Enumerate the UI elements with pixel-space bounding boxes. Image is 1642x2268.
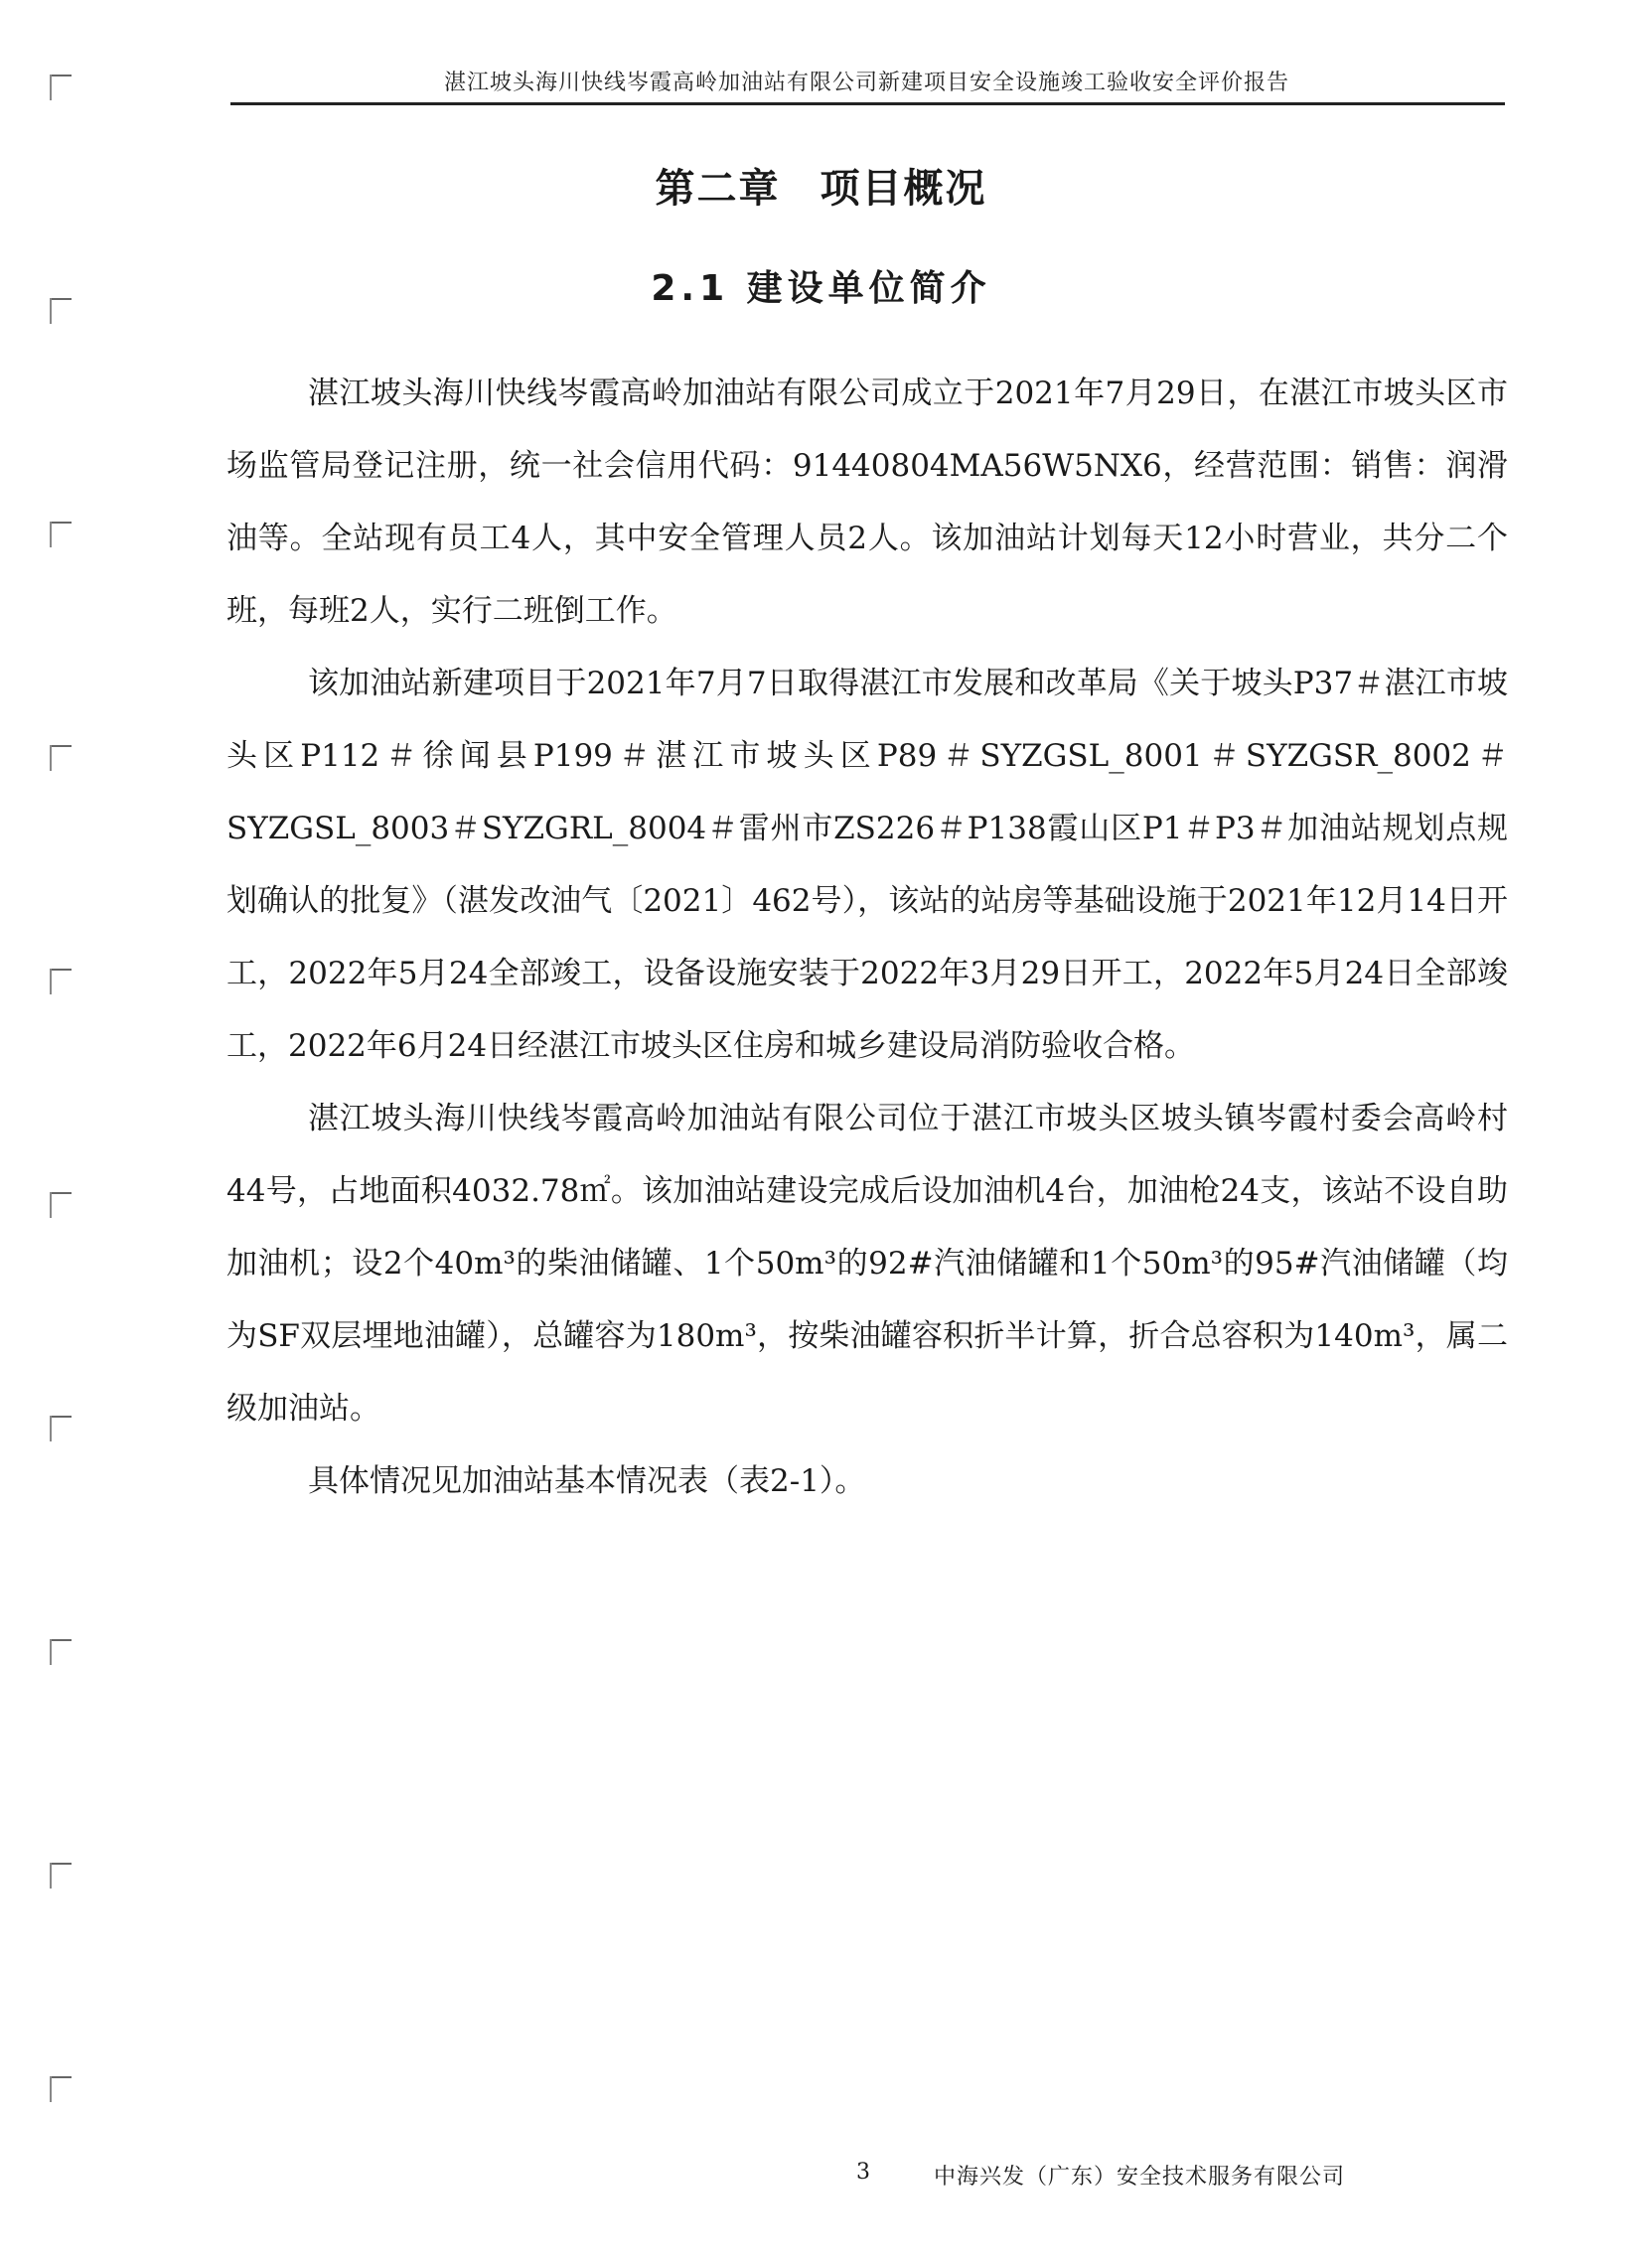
footer-company: 中海兴发（广东）安全技术服务有限公司 (934, 2165, 1346, 2190)
binding-margin-mark (50, 1863, 72, 1865)
page-number: 3 (856, 2160, 870, 2185)
section-title: 2.1 建设单位简介 (651, 268, 991, 309)
binding-margin-mark (50, 522, 72, 524)
chapter-title: 第二章 项目概况 (655, 166, 987, 212)
binding-margin-mark (50, 1192, 72, 1194)
paragraph-project-approval: 该加油站新建项目于2021年7月7日取得湛江市发展和改革局《关于坡头P37＃湛江市坡头区P112＃徐闻县P199＃湛江市坡头区P89＃SYZGSL_8001＃SYZGSR_8002＃SYZGSL_8003＃SYZGRL_8004＃雷州市ZS226＃P138霞山区P1＃P3＃加油站规划点规划确认的批复》（湛发改油气〔2021〕462号），该站的站房等基础设施于2021年12月14日开工，2022年5月24全部竣工，设备设施安装于2022年3月29日开工，2022年5月24日全部竣工，2022年6月24日经湛江市坡头区住房和城乡建设局消防验收合格。 (226, 666, 1508, 1064)
running-header: 湛江坡头海川快线岑霞高岭加油站有限公司新建项目安全设施竣工验收安全评价报告 (443, 71, 1289, 95)
paragraph-table-reference: 具体情况见加油站基本情况表（表2-1）。 (308, 1463, 866, 1499)
paragraph-station-facilities: 湛江坡头海川快线岑霞高岭加油站有限公司位于湛江市坡头区坡头镇岑霞村委会高岭村44号，占地面积4032.78㎡。该加油站建设完成后设加油机4台，加油枪24支，该站不设自助加油机；设2个40m³的柴油储罐、1个50m³的92#汽油储罐和1个50m³的95#汽油储罐（均为SF双层埋地油罐），总罐容为180m³，按柴油罐容积折半计算，折合总容积为140m³，属二级加油站。 (226, 1101, 1508, 1427)
binding-margin-mark (50, 1416, 72, 1418)
binding-margin-mark (50, 2076, 72, 2078)
binding-margin-mark (50, 745, 72, 747)
binding-margin-mark (50, 969, 72, 971)
binding-margin-mark (50, 1639, 72, 1641)
binding-margin-mark (50, 75, 72, 76)
paragraph-company-intro: 湛江坡头海川快线岑霞高岭加油站有限公司成立于2021年7月29日，在湛江市坡头区市场监管局登记注册，统一社会信用代码：91440804MA56W5NX6，经营范围：销售：润滑油等。全站现有员工4人，其中安全管理人员2人。该加油站计划每天12小时营业，共分二个班，每班2人，实行二班倒工作。 (226, 376, 1508, 629)
body-text (226, 358, 1508, 1518)
header-rule (230, 102, 1505, 105)
